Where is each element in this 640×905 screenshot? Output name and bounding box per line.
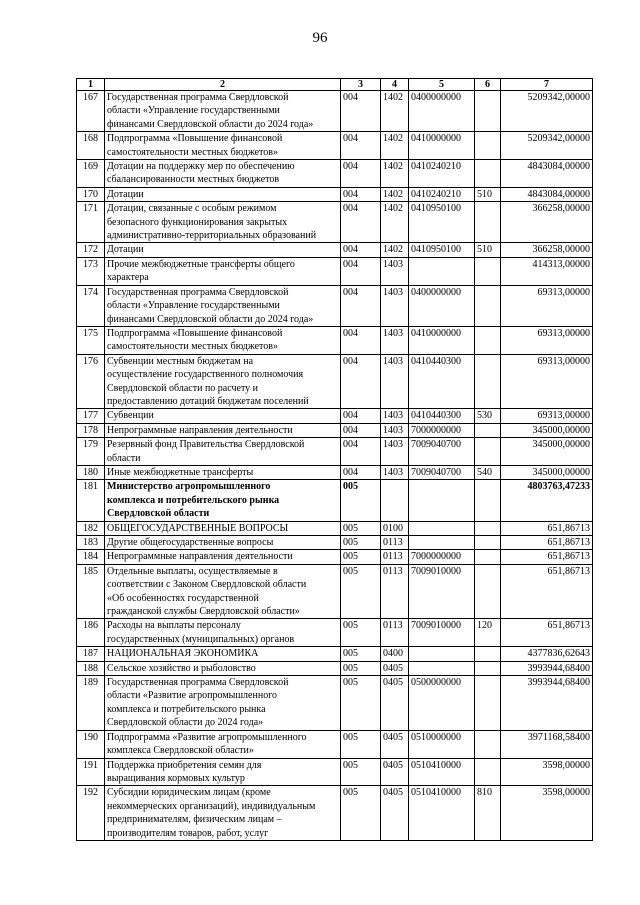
amount-cell: 5209342,00000	[501, 132, 593, 160]
header-cell: 3	[341, 79, 381, 91]
description-line: комплекса Свердловской области»	[107, 745, 254, 757]
target-article-cell: 7000000000	[409, 550, 475, 564]
ministry-code-cell: 005	[341, 661, 381, 675]
section-code-cell: 1402	[381, 187, 409, 201]
expense-type-cell	[475, 758, 501, 786]
table-row	[77, 423, 593, 437]
table-row	[77, 730, 593, 758]
description-line: Непрограммные направления деятельности	[107, 551, 293, 563]
target-article-cell: 0410440300	[409, 354, 475, 409]
section-code-cell: 0405	[381, 661, 409, 675]
amount-cell: 69313,00000	[501, 409, 593, 423]
ministry-code-cell: 005	[341, 758, 381, 786]
description-cell	[105, 730, 341, 758]
description-line: Отдельные выплаты, осуществляемые в	[107, 565, 278, 577]
description-cell	[105, 480, 341, 521]
description-line: комплекса и потребительского рынка	[107, 494, 280, 506]
description-cell	[105, 661, 341, 675]
target-article-cell: 0410000000	[409, 326, 475, 354]
table-row	[77, 661, 593, 675]
ministry-code-cell: 005	[341, 564, 381, 619]
table-row	[77, 257, 593, 285]
section-code-cell: 0405	[381, 786, 409, 841]
description-line: Министерство агропромышленного	[107, 481, 271, 493]
description-line: Подпрограмма «Повышение финансовой	[107, 133, 283, 145]
description-cell	[105, 676, 341, 731]
target-article-cell: 0410000000	[409, 132, 475, 160]
table-row	[77, 550, 593, 564]
row-number-cell: 175	[77, 326, 105, 354]
description-line: области «Развитие агропромышленного	[107, 690, 278, 702]
section-code-cell: 1402	[381, 132, 409, 160]
amount-cell: 651,86713	[501, 564, 593, 619]
amount-cell: 651,86713	[501, 521, 593, 535]
amount-cell: 651,86713	[501, 550, 593, 564]
expense-type-cell: 120	[475, 619, 501, 647]
description-line: Поддержка приобретения семян для	[107, 759, 262, 771]
section-code-cell: 1403	[381, 465, 409, 479]
table-row	[77, 160, 593, 188]
section-code-cell: 0113	[381, 564, 409, 619]
description-line: предоставлению дотаций бюджетам поселений	[107, 395, 309, 407]
target-article-cell	[409, 647, 475, 661]
ministry-code-cell: 005	[341, 521, 381, 535]
description-line: «Об особенностях государственной	[107, 592, 259, 604]
row-number-cell: 178	[77, 423, 105, 437]
description-line: Субвенции	[107, 410, 154, 422]
ministry-code-cell: 005	[341, 619, 381, 647]
ministry-code-cell: 004	[341, 326, 381, 354]
description-cell	[105, 243, 341, 257]
ministry-code-cell: 004	[341, 160, 381, 188]
header-cell: 7	[501, 79, 593, 91]
expense-type-cell: 810	[475, 786, 501, 841]
ministry-code-cell: 004	[341, 354, 381, 409]
ministry-code-cell: 004	[341, 187, 381, 201]
expense-type-cell	[475, 132, 501, 160]
row-number-cell: 177	[77, 409, 105, 423]
section-code-cell: 1402	[381, 91, 409, 132]
description-line: гражданской службы Свердловской области»	[107, 606, 300, 618]
page-number: 96	[312, 30, 328, 46]
description-line: Иные межбюджетные трансферты	[107, 466, 254, 478]
description-cell	[105, 647, 341, 661]
target-article-cell: 0400000000	[409, 91, 475, 132]
target-article-cell: 0410440300	[409, 409, 475, 423]
header-cell: 4	[381, 79, 409, 91]
description-line: Субвенции местным бюджетам на	[107, 355, 254, 367]
expense-type-cell	[475, 536, 501, 550]
table-row	[77, 438, 593, 466]
description-cell	[105, 786, 341, 841]
target-article-cell: 7009010000	[409, 619, 475, 647]
table-body	[77, 91, 593, 841]
description-line: ОБЩЕГОСУДАРСТВЕННЫЕ ВОПРОСЫ	[107, 522, 289, 534]
expense-type-cell: 540	[475, 465, 501, 479]
row-number-cell: 184	[77, 550, 105, 564]
section-code-cell: 1403	[381, 409, 409, 423]
table-row	[77, 786, 593, 841]
description-cell	[105, 326, 341, 354]
table-row	[77, 91, 593, 132]
row-number-cell: 182	[77, 521, 105, 535]
description-cell	[105, 465, 341, 479]
description-cell	[105, 758, 341, 786]
expense-type-cell	[475, 202, 501, 243]
row-number-cell: 174	[77, 285, 105, 326]
target-article-cell: 7000000000	[409, 423, 475, 437]
row-number-cell: 189	[77, 676, 105, 731]
description-line: финансами Свердловской области до 2024 года»	[107, 118, 314, 130]
table-row	[77, 564, 593, 619]
budget-table	[76, 78, 593, 841]
table-row	[77, 521, 593, 535]
target-article-cell: 0510000000	[409, 730, 475, 758]
description-line: самостоятельности местных бюджетов»	[107, 146, 278, 158]
ministry-code-cell: 004	[341, 285, 381, 326]
amount-cell: 4377836,62643	[501, 647, 593, 661]
description-cell	[105, 354, 341, 409]
ministry-code-cell: 005	[341, 676, 381, 731]
description-line: Подпрограмма «Развитие агропромышленного	[107, 731, 307, 743]
expense-type-cell	[475, 438, 501, 466]
description-line: финансами Свердловской области до 2024 года»	[107, 313, 314, 325]
description-line: предпринимателям, физическим лицам –	[107, 814, 282, 826]
row-number-cell: 170	[77, 187, 105, 201]
description-line: НАЦИОНАЛЬНАЯ ЭКОНОМИКА	[107, 648, 259, 660]
section-code-cell: 0113	[381, 550, 409, 564]
section-code-cell: 0113	[381, 619, 409, 647]
row-number-cell: 181	[77, 480, 105, 521]
description-line: осуществление государственного полномочия	[107, 369, 304, 381]
description-line: области «Управление государственными	[107, 105, 280, 117]
description-line: Государственная программа Свердловской	[107, 92, 289, 103]
amount-cell: 3598,00000	[501, 786, 593, 841]
expense-type-cell	[475, 480, 501, 521]
description-line: области «Управление государственными	[107, 300, 280, 312]
description-line: самостоятельности местных бюджетов»	[107, 341, 278, 353]
description-line: соответствии с Законом Свердловской области	[107, 579, 307, 591]
table-row	[77, 465, 593, 479]
section-code-cell: 1403	[381, 257, 409, 285]
description-line: выращивания кормовых культур	[107, 772, 245, 784]
target-article-cell: 0510410000	[409, 758, 475, 786]
header-row	[77, 79, 593, 91]
description-line: безопасного функционирования закрытых	[107, 216, 288, 228]
amount-cell: 4803763,47233	[501, 480, 593, 521]
expense-type-cell	[475, 550, 501, 564]
amount-cell: 345000,00000	[501, 438, 593, 466]
expense-type-cell	[475, 326, 501, 354]
section-code-cell: 1403	[381, 438, 409, 466]
expense-type-cell: 510	[475, 187, 501, 201]
row-number-cell: 172	[77, 243, 105, 257]
table-row	[77, 202, 593, 243]
amount-cell: 345000,00000	[501, 423, 593, 437]
target-article-cell: 0510410000	[409, 786, 475, 841]
expense-type-cell	[475, 521, 501, 535]
description-cell	[105, 409, 341, 423]
amount-cell: 366258,00000	[501, 202, 593, 243]
section-code-cell: 1402	[381, 160, 409, 188]
description-cell	[105, 91, 341, 132]
description-cell	[105, 536, 341, 550]
amount-cell: 5209342,00000	[501, 91, 593, 132]
ministry-code-cell: 005	[341, 786, 381, 841]
description-line: Расходы на выплаты персоналу	[107, 620, 241, 632]
section-code-cell: 1402	[381, 202, 409, 243]
description-cell	[105, 202, 341, 243]
description-cell	[105, 285, 341, 326]
description-line: Подпрограмма «Повышение финансовой	[107, 327, 283, 339]
expense-type-cell	[475, 647, 501, 661]
expense-type-cell	[475, 354, 501, 409]
expense-type-cell	[475, 564, 501, 619]
description-line: Резервный фонд Правительства Свердловской	[107, 439, 305, 451]
target-article-cell: 7009040700	[409, 465, 475, 479]
ministry-code-cell: 004	[341, 423, 381, 437]
ministry-code-cell: 005	[341, 647, 381, 661]
ministry-code-cell: 004	[341, 132, 381, 160]
description-line: Субсидии юридическим лицам (кроме	[107, 787, 271, 799]
amount-cell: 69313,00000	[501, 354, 593, 409]
expense-type-cell: 510	[475, 243, 501, 257]
ministry-code-cell: 005	[341, 480, 381, 521]
header-cell: 5	[409, 79, 475, 91]
description-line: Непрограммные направления деятельности	[107, 424, 293, 436]
row-number-cell: 183	[77, 536, 105, 550]
target-article-cell	[409, 480, 475, 521]
description-cell	[105, 160, 341, 188]
section-code-cell: 1403	[381, 326, 409, 354]
description-line: Свердловской области до 2024 года»	[107, 717, 264, 729]
expense-type-cell	[475, 423, 501, 437]
target-article-cell: 0400000000	[409, 285, 475, 326]
section-code-cell	[381, 480, 409, 521]
row-number-cell: 173	[77, 257, 105, 285]
section-code-cell: 1403	[381, 354, 409, 409]
description-line: Дотации, связанные с особым режимом	[107, 203, 277, 215]
target-article-cell: 0500000000	[409, 676, 475, 731]
amount-cell: 366258,00000	[501, 243, 593, 257]
section-code-cell: 1403	[381, 423, 409, 437]
row-number-cell: 167	[77, 91, 105, 132]
target-article-cell: 7009010000	[409, 564, 475, 619]
amount-cell: 4843084,00000	[501, 187, 593, 201]
amount-cell: 69313,00000	[501, 326, 593, 354]
description-line: сбалансированности местных бюджетов	[107, 174, 280, 186]
ministry-code-cell: 004	[341, 257, 381, 285]
expense-type-cell	[475, 160, 501, 188]
table-row	[77, 187, 593, 201]
table-row	[77, 480, 593, 521]
description-cell	[105, 423, 341, 437]
expense-type-cell	[475, 730, 501, 758]
amount-cell: 69313,00000	[501, 285, 593, 326]
description-line: производителям товаров, работ, услуг	[107, 827, 269, 839]
section-code-cell: 0113	[381, 536, 409, 550]
table-row	[77, 758, 593, 786]
table-row	[77, 243, 593, 257]
description-line: некоммерческих организаций), индивидуальным	[107, 800, 316, 812]
amount-cell: 651,86713	[501, 536, 593, 550]
ministry-code-cell: 005	[341, 730, 381, 758]
expense-type-cell	[475, 257, 501, 285]
table-row	[77, 676, 593, 731]
description-cell	[105, 438, 341, 466]
expense-type-cell	[475, 676, 501, 731]
table-row	[77, 132, 593, 160]
description-line: комплекса и потребительского рынка	[107, 703, 266, 715]
description-cell	[105, 521, 341, 535]
amount-cell: 3993944,68400	[501, 676, 593, 731]
description-line: Государственная программа Свердловской	[107, 677, 289, 689]
table-row	[77, 647, 593, 661]
expense-type-cell	[475, 91, 501, 132]
row-number-cell: 176	[77, 354, 105, 409]
section-code-cell: 0405	[381, 730, 409, 758]
row-number-cell: 190	[77, 730, 105, 758]
description-line: Свердловской области	[107, 508, 210, 520]
table-row	[77, 326, 593, 354]
row-number-cell: 192	[77, 786, 105, 841]
table-row	[77, 354, 593, 409]
description-cell	[105, 187, 341, 201]
table-row	[77, 285, 593, 326]
ministry-code-cell: 004	[341, 409, 381, 423]
ministry-code-cell: 004	[341, 438, 381, 466]
description-cell	[105, 564, 341, 619]
section-code-cell: 0100	[381, 521, 409, 535]
description-line: Дотации на поддержку мер по обеспечению	[107, 161, 295, 173]
row-number-cell: 188	[77, 661, 105, 675]
section-code-cell: 0405	[381, 758, 409, 786]
target-article-cell	[409, 536, 475, 550]
description-line: области	[107, 452, 141, 464]
description-line: Другие общегосударственные вопросы	[107, 537, 274, 548]
ministry-code-cell: 004	[341, 91, 381, 132]
row-number-cell: 186	[77, 619, 105, 647]
section-code-cell: 1403	[381, 285, 409, 326]
description-cell	[105, 550, 341, 564]
header-cell: 6	[475, 79, 501, 91]
amount-cell: 3993944,68400	[501, 661, 593, 675]
target-article-cell	[409, 521, 475, 535]
description-line: Свердловской области по расчету и	[107, 382, 259, 394]
amount-cell: 345000,00000	[501, 465, 593, 479]
row-number-cell: 180	[77, 465, 105, 479]
description-line: административно-территориальных образований	[107, 230, 317, 242]
expense-type-cell: 530	[475, 409, 501, 423]
row-number-cell: 179	[77, 438, 105, 466]
amount-cell: 3598,00000	[501, 758, 593, 786]
description-line: Дотации	[107, 188, 144, 200]
target-article-cell: 0410240210	[409, 160, 475, 188]
ministry-code-cell: 005	[341, 550, 381, 564]
description-line: Сельское хозяйство и рыболовство	[107, 662, 256, 674]
row-number-cell: 169	[77, 160, 105, 188]
description-line: Прочие межбюджетные трансферты общего	[107, 258, 295, 270]
target-article-cell: 0410240210	[409, 187, 475, 201]
ministry-code-cell: 005	[341, 536, 381, 550]
target-article-cell	[409, 257, 475, 285]
ministry-code-cell: 004	[341, 465, 381, 479]
target-article-cell	[409, 661, 475, 675]
header-cell: 2	[105, 79, 341, 91]
ministry-code-cell: 004	[341, 202, 381, 243]
expense-type-cell	[475, 285, 501, 326]
row-number-cell: 168	[77, 132, 105, 160]
description-line: Дотации	[107, 244, 144, 256]
amount-cell: 651,86713	[501, 619, 593, 647]
amount-cell: 4843084,00000	[501, 160, 593, 188]
description-cell	[105, 619, 341, 647]
description-cell	[105, 257, 341, 285]
amount-cell: 414313,00000	[501, 257, 593, 285]
table-row	[77, 619, 593, 647]
section-code-cell: 0400	[381, 647, 409, 661]
target-article-cell: 7009040700	[409, 438, 475, 466]
row-number-cell: 191	[77, 758, 105, 786]
expense-type-cell	[475, 661, 501, 675]
row-number-cell: 187	[77, 647, 105, 661]
target-article-cell: 0410950100	[409, 243, 475, 257]
header-cell: 1	[77, 79, 105, 91]
table-row	[77, 409, 593, 423]
description-cell	[105, 132, 341, 160]
target-article-cell: 0410950100	[409, 202, 475, 243]
ministry-code-cell: 004	[341, 243, 381, 257]
description-line: Государственная программа Свердловской	[107, 286, 289, 298]
row-number-cell: 185	[77, 564, 105, 619]
description-line: характера	[107, 272, 149, 284]
amount-cell: 3971168,58400	[501, 730, 593, 758]
row-number-cell: 171	[77, 202, 105, 243]
section-code-cell: 1402	[381, 243, 409, 257]
description-line: государственных (муниципальных) органов	[107, 633, 295, 645]
table-row	[77, 536, 593, 550]
section-code-cell: 0405	[381, 676, 409, 731]
